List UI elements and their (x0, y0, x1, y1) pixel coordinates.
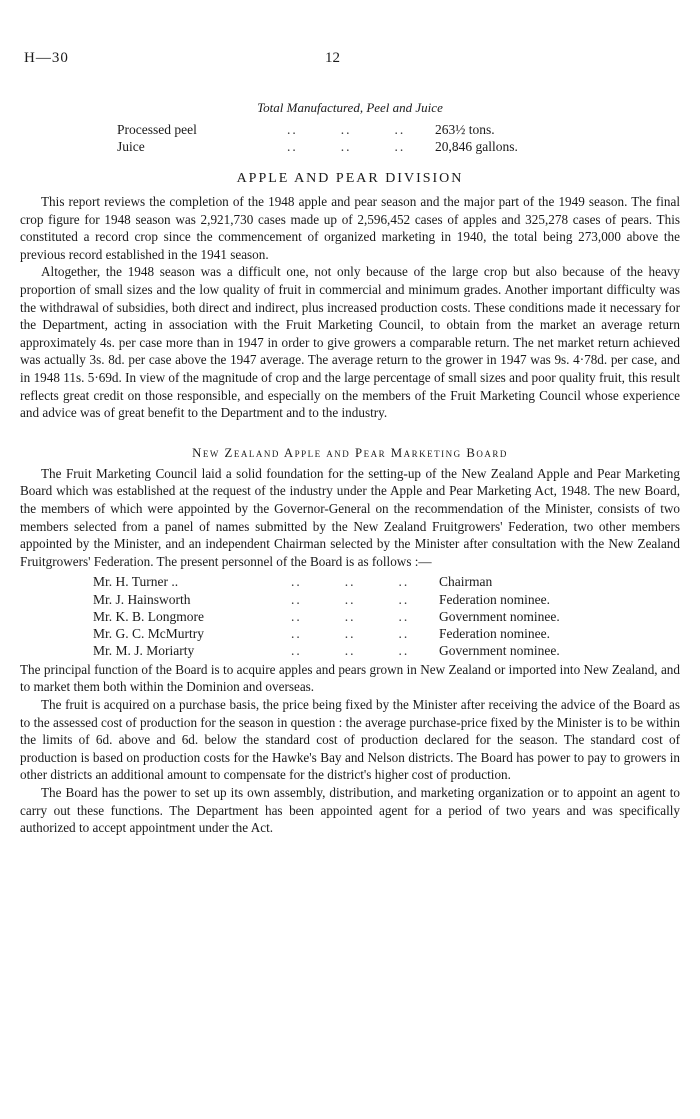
member-name: Mr. H. Turner .. (93, 574, 179, 590)
page-header (20, 50, 680, 78)
member-role: Government nominee. (439, 608, 560, 624)
personnel-row (93, 625, 680, 642)
board-heading: New Zealand Apple and Pear Marketing Board (192, 445, 508, 460)
personnel-row (93, 573, 680, 590)
member-role: Chairman (439, 574, 493, 590)
personnel-row (93, 608, 680, 625)
leader-dots: .. .. .. (291, 591, 410, 607)
division-paragraph: This report reviews the completion of the 1948 apple and pear season and the major part of the 1949 season. The final crop figure for 1948 season was 2,921,730 cases made up of 2,596,452 cases of apples and 325,278 cases of pears. This constituted a record crop since the commencement of organized marketing in 1940, the total being 273,000 above the previous record established in the 1941 season. (20, 194, 680, 262)
personnel-row (93, 642, 680, 659)
member-name: Mr. G. C. McMurtry (93, 626, 204, 642)
leader-dots: .. .. .. (291, 626, 410, 642)
page-number: 12 (325, 50, 340, 66)
production-table (117, 121, 680, 155)
production-table-title: Total Manufactured, Peel and Juice (257, 100, 443, 115)
board-paragraph: The Board has the power to set up its own assembly, distribution, and marketing organization or to appoint an agent to carry out these functions. The Department has been appointed agent for a period of two years and was specifically authorized to accept appointment under the Act. (20, 784, 680, 836)
production-value: 263½ tons. (435, 122, 495, 137)
board-paragraph: The fruit is acquired on a purchase basis, the price being fixed by the Minister after receiving the advice of the Board as to the assessed cost of production for the season in question : the average purchase-price fixed by the Minister is to be within the limits of 6d. above and 6d. below the standard cost of production declared for the season. The standard cost of production is based on production costs for the Hawke's Bay and Nelson districts. The Board has power to pay to growers in other districts an additional amount to compensate for the district's higher cost of production. (20, 696, 680, 783)
leader-dots: .. .. .. (291, 643, 410, 659)
division-paragraph: Altogether, the 1948 season was a difficult one, not only because of the large crop but also because of the heavy proportion of small sizes and the low quality of fruit in commercial and minimum grades. Another important difficulty was the withdrawal of subsidies, both direct and indirect, plus increased production costs. These conditions made it necessary for the Department, acting in association with the Fruit Marketing Council, to obtain from the market an average return approximately 4s. per case more than in 1947 in order to give growers a comparable return. The net market return achieved was actually 3s. 8d. per case above the 1947 average. The average return to the grower in 1947 was 9s. 4·78d. per case, and in 1948 11s. 5·69d. In view of the magnitude of crop and the large percentage of small sizes and poor quality fruit, this result reflects great credit on those responsible, and especially on the members of the Fruit Marketing Council whose experience and advice was of great benefit to the Department and to the industry. (20, 264, 680, 421)
member-name: Mr. M. J. Moriarty (93, 643, 195, 659)
member-role: Federation nominee. (439, 626, 550, 642)
document-page (20, 50, 680, 837)
production-label: Processed peel (117, 122, 197, 137)
board-intro-paragraph: The Fruit Marketing Council laid a solid foundation for the setting-up of the New Zealand Apple and Pear Marketing Board which was established at the request of the industry under the Apple and Pear Marketing Act, 1948. The new Board, the members of which were appointed by the Governor-General on the recommendation of the Minister, consists of two members selected from a panel of names submitted by the New Zealand Fruitgrowers' Federation, two other members appointed by the Minister, and an independent Chairman selected by the Minister after consultation with the New Zealand Fruitgrowers' Federation. The present personnel of the Board is as follows :— (20, 465, 680, 569)
board-paragraph: The principal function of the Board is to acquire apples and pears grown in New Zealand or imported into New Zealand, and to market them both within the Dominion and overseas. (20, 661, 680, 695)
production-label: Juice (117, 139, 145, 154)
production-row (117, 121, 680, 138)
personnel-row (93, 591, 680, 608)
division-heading: APPLE AND PEAR DIVISION (236, 171, 464, 186)
member-role: Government nominee. (439, 643, 560, 659)
board-personnel-list (93, 573, 680, 659)
leader-dots: .. .. .. (291, 574, 410, 590)
leader-dots: .. .. .. (287, 122, 406, 137)
production-row (117, 138, 680, 155)
leader-dots: .. .. .. (291, 608, 410, 624)
member-name: Mr. J. Hainsworth (93, 591, 191, 607)
leader-dots: .. .. .. .. (287, 139, 459, 154)
production-value: 20,846 gallons. (435, 139, 518, 154)
report-reference: H—30 (24, 50, 69, 66)
member-name: Mr. K. B. Longmore (93, 608, 204, 624)
member-role: Federation nominee. (439, 591, 550, 607)
